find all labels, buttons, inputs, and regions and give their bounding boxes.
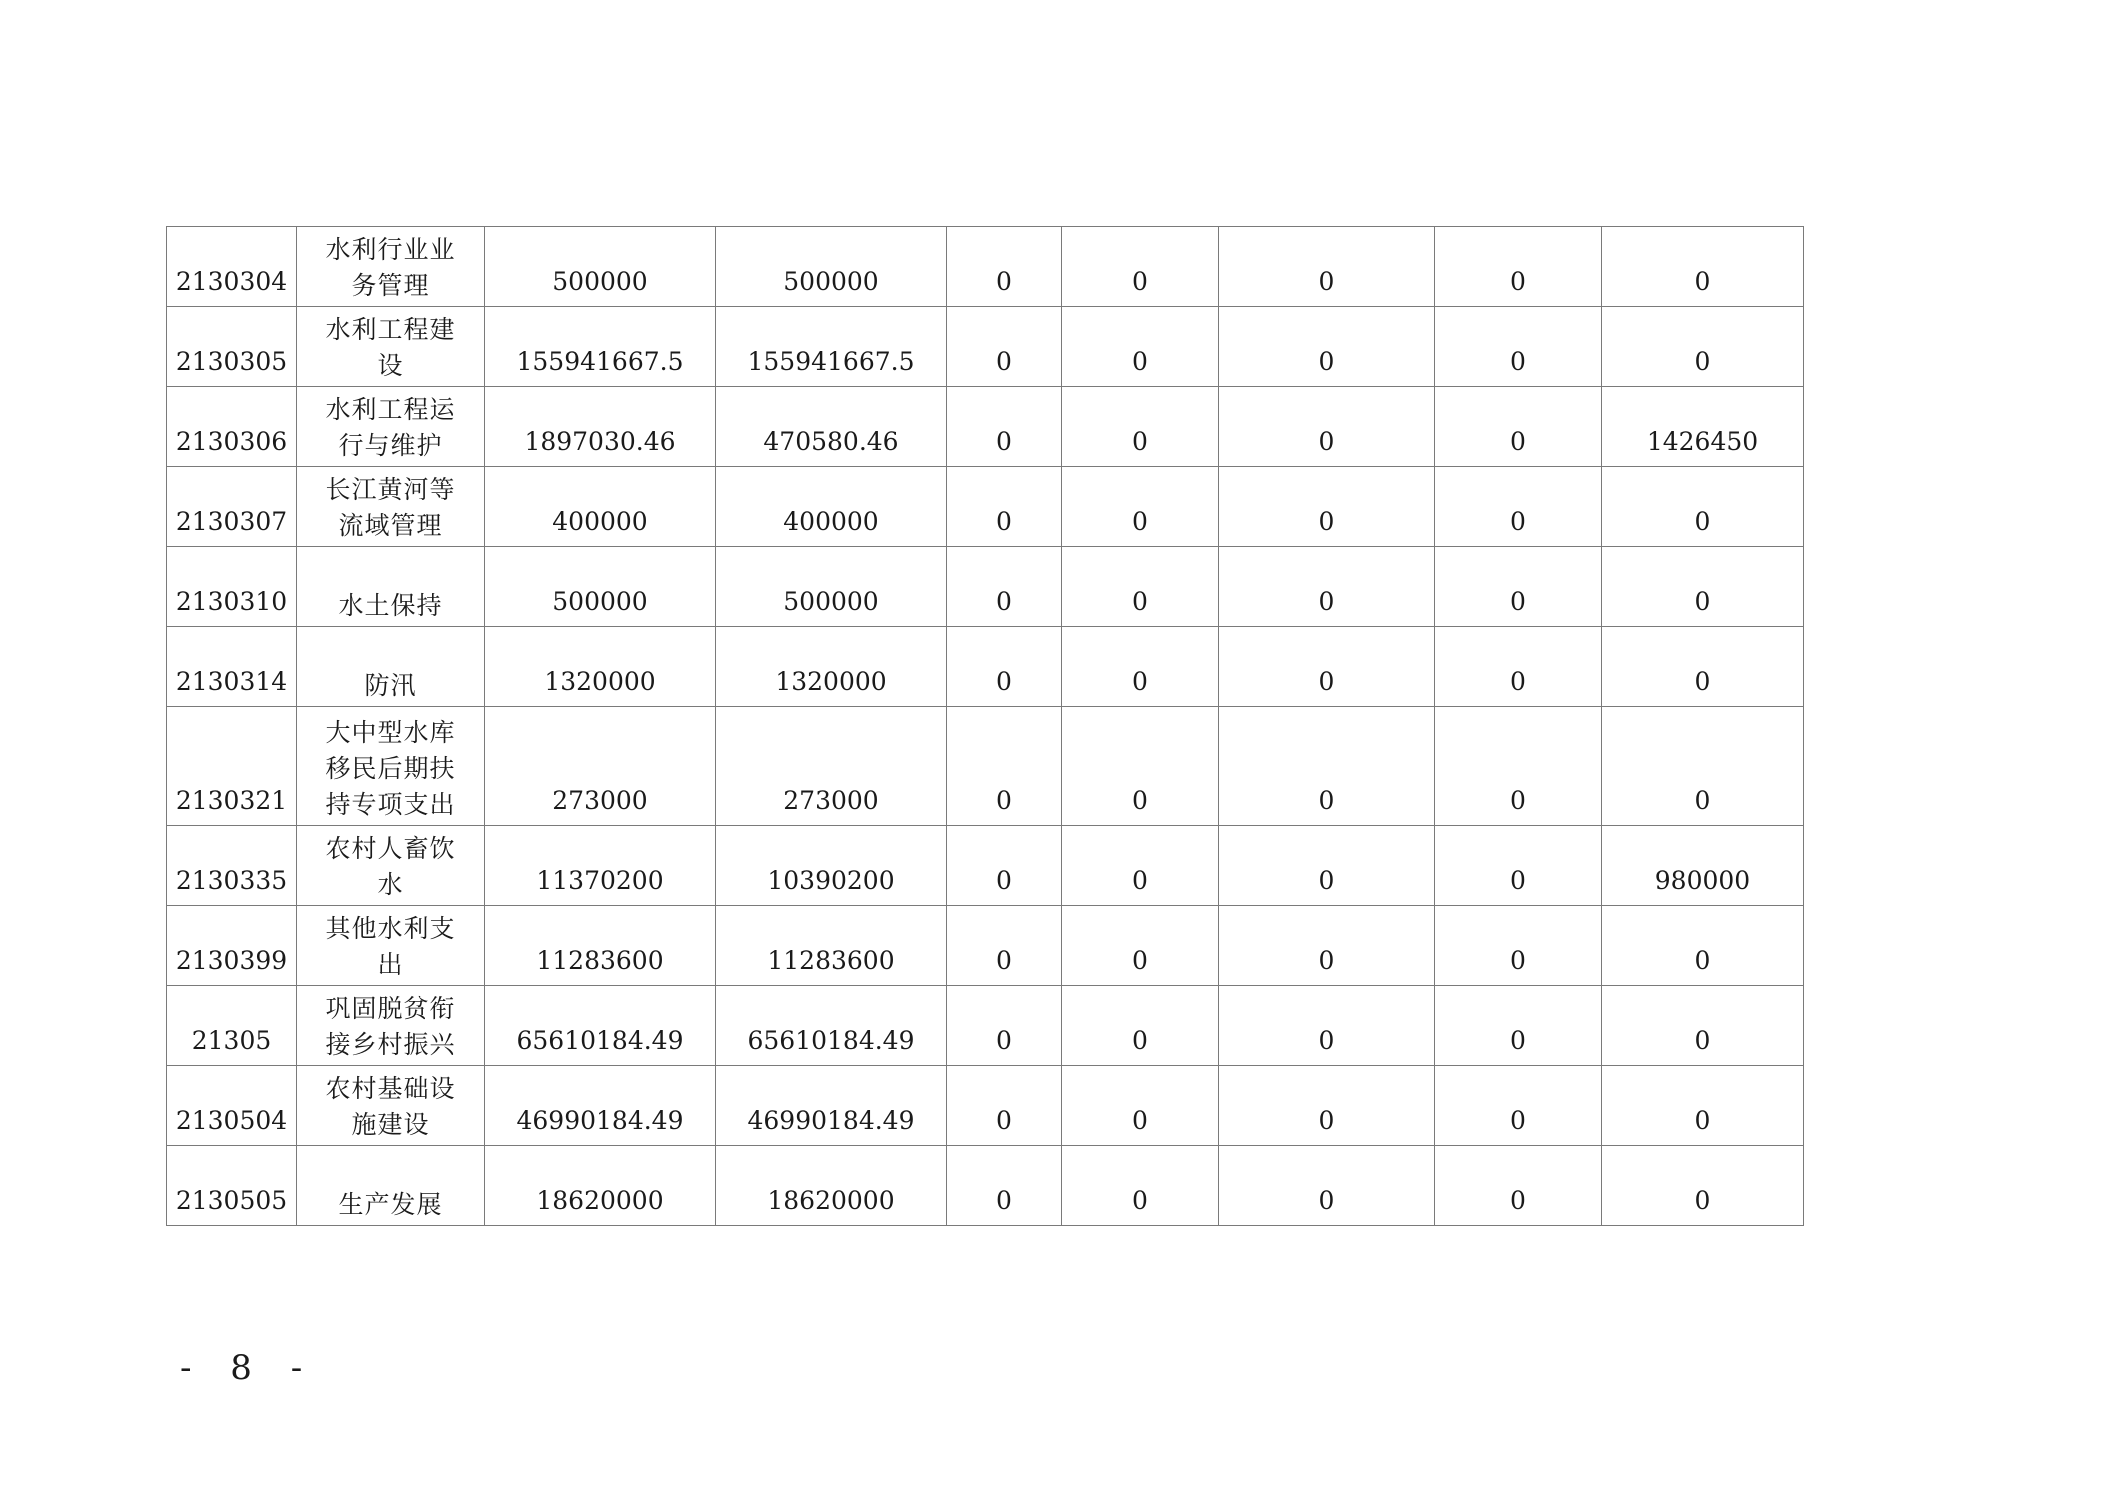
- table-row: [167, 387, 1804, 467]
- page-number: - 8 -: [180, 1348, 317, 1388]
- cell-amount-col6: 0: [1435, 307, 1602, 387]
- cell-amount-total: 155941667.5: [485, 307, 716, 387]
- table-row: [167, 986, 1804, 1066]
- cell-amount-col5: 0: [1219, 1066, 1435, 1146]
- table-row: [167, 906, 1804, 986]
- cell-amount-basic: 18620000: [716, 1146, 947, 1226]
- cell-amount-total: 11283600: [485, 906, 716, 986]
- cell-amount-basic: 400000: [716, 467, 947, 547]
- cell-amount-total: 1320000: [485, 627, 716, 707]
- cell-name: 长江黄河等 流域管理: [297, 467, 485, 547]
- cell-amount-basic: 10390200: [716, 826, 947, 906]
- cell-amount-col6: 0: [1435, 1066, 1602, 1146]
- cell-amount-col5: 0: [1219, 986, 1435, 1066]
- cell-amount-col7: 0: [1602, 1066, 1804, 1146]
- cell-amount-col4: 0: [1062, 227, 1219, 307]
- cell-amount-col5: 0: [1219, 387, 1435, 467]
- cell-name: 防汛: [297, 627, 485, 707]
- cell-amount-col7: 0: [1602, 467, 1804, 547]
- cell-amount-col4: 0: [1062, 1146, 1219, 1226]
- cell-name: 巩固脱贫衔 接乡村振兴: [297, 986, 485, 1066]
- cell-amount-col3: 0: [947, 826, 1062, 906]
- cell-amount-col5: 0: [1219, 1146, 1435, 1226]
- cell-code: 2130504: [167, 1066, 297, 1146]
- cell-amount-col6: 0: [1435, 1146, 1602, 1226]
- table-row: [167, 707, 1804, 826]
- cell-amount-col7: 0: [1602, 227, 1804, 307]
- cell-amount-col6: 0: [1435, 627, 1602, 707]
- cell-code: 2130307: [167, 467, 297, 547]
- cell-amount-col4: 0: [1062, 986, 1219, 1066]
- cell-amount-col6: 0: [1435, 906, 1602, 986]
- cell-amount-col3: 0: [947, 1066, 1062, 1146]
- cell-amount-basic: 11283600: [716, 906, 947, 986]
- cell-name: 农村人畜饮 水: [297, 826, 485, 906]
- cell-code: 2130399: [167, 906, 297, 986]
- cell-amount-col7: 0: [1602, 627, 1804, 707]
- cell-amount-col4: 0: [1062, 1066, 1219, 1146]
- cell-amount-total: 500000: [485, 227, 716, 307]
- cell-amount-col6: 0: [1435, 707, 1602, 826]
- cell-amount-total: 273000: [485, 707, 716, 826]
- cell-amount-col3: 0: [947, 707, 1062, 826]
- table-row: [167, 627, 1804, 707]
- cell-amount-col5: 0: [1219, 227, 1435, 307]
- cell-amount-col7: 1426450: [1602, 387, 1804, 467]
- cell-code: 2130304: [167, 227, 297, 307]
- cell-name: 水利工程运 行与维护: [297, 387, 485, 467]
- cell-name: 水利工程建 设: [297, 307, 485, 387]
- cell-amount-col5: 0: [1219, 547, 1435, 627]
- cell-amount-col4: 0: [1062, 707, 1219, 826]
- cell-amount-total: 18620000: [485, 1146, 716, 1226]
- cell-amount-col6: 0: [1435, 547, 1602, 627]
- cell-amount-col6: 0: [1435, 227, 1602, 307]
- cell-code: 21305: [167, 986, 297, 1066]
- cell-amount-basic: 155941667.5: [716, 307, 947, 387]
- cell-amount-col7: 0: [1602, 1146, 1804, 1226]
- cell-amount-col5: 0: [1219, 826, 1435, 906]
- table-row: [167, 1146, 1804, 1226]
- cell-amount-col7: 0: [1602, 986, 1804, 1066]
- table-row: [167, 547, 1804, 627]
- table-row: [167, 1066, 1804, 1146]
- cell-amount-col4: 0: [1062, 467, 1219, 547]
- cell-amount-total: 46990184.49: [485, 1066, 716, 1146]
- cell-amount-col6: 0: [1435, 986, 1602, 1066]
- cell-name: 其他水利支 出: [297, 906, 485, 986]
- cell-amount-col7: 0: [1602, 906, 1804, 986]
- cell-amount-basic: 46990184.49: [716, 1066, 947, 1146]
- cell-amount-basic: 470580.46: [716, 387, 947, 467]
- cell-amount-col7: 980000: [1602, 826, 1804, 906]
- cell-name: 生产发展: [297, 1146, 485, 1226]
- cell-amount-col3: 0: [947, 1146, 1062, 1226]
- cell-amount-col3: 0: [947, 307, 1062, 387]
- cell-amount-col4: 0: [1062, 307, 1219, 387]
- table-row: [167, 307, 1804, 387]
- cell-amount-basic: 1320000: [716, 627, 947, 707]
- cell-amount-col3: 0: [947, 627, 1062, 707]
- cell-amount-total: 400000: [485, 467, 716, 547]
- cell-amount-basic: 500000: [716, 227, 947, 307]
- table-body: [167, 227, 1804, 1226]
- cell-name: 农村基础设 施建设: [297, 1066, 485, 1146]
- cell-amount-col4: 0: [1062, 387, 1219, 467]
- budget-table: [166, 226, 1804, 1226]
- cell-amount-col3: 0: [947, 986, 1062, 1066]
- cell-amount-col5: 0: [1219, 467, 1435, 547]
- cell-amount-col4: 0: [1062, 906, 1219, 986]
- cell-amount-col7: 0: [1602, 707, 1804, 826]
- cell-amount-basic: 273000: [716, 707, 947, 826]
- cell-amount-col4: 0: [1062, 826, 1219, 906]
- cell-amount-col7: 0: [1602, 547, 1804, 627]
- cell-amount-col5: 0: [1219, 627, 1435, 707]
- cell-code: 2130314: [167, 627, 297, 707]
- cell-name: 水利行业业 务管理: [297, 227, 485, 307]
- cell-code: 2130305: [167, 307, 297, 387]
- cell-code: 2130321: [167, 707, 297, 826]
- cell-amount-col3: 0: [947, 387, 1062, 467]
- cell-amount-basic: 65610184.49: [716, 986, 947, 1066]
- cell-amount-col3: 0: [947, 467, 1062, 547]
- cell-amount-col6: 0: [1435, 387, 1602, 467]
- cell-amount-col4: 0: [1062, 627, 1219, 707]
- cell-amount-col4: 0: [1062, 547, 1219, 627]
- table-row: [167, 467, 1804, 547]
- cell-code: 2130306: [167, 387, 297, 467]
- cell-amount-total: 1897030.46: [485, 387, 716, 467]
- cell-code: 2130505: [167, 1146, 297, 1226]
- cell-amount-col6: 0: [1435, 826, 1602, 906]
- cell-amount-col5: 0: [1219, 307, 1435, 387]
- cell-amount-col3: 0: [947, 547, 1062, 627]
- table-row: [167, 826, 1804, 906]
- cell-amount-total: 11370200: [485, 826, 716, 906]
- cell-name: 大中型水库 移民后期扶 持专项支出: [297, 707, 485, 826]
- cell-amount-col7: 0: [1602, 307, 1804, 387]
- cell-amount-col5: 0: [1219, 906, 1435, 986]
- cell-amount-col6: 0: [1435, 467, 1602, 547]
- cell-amount-col5: 0: [1219, 707, 1435, 826]
- cell-amount-basic: 500000: [716, 547, 947, 627]
- cell-amount-col3: 0: [947, 227, 1062, 307]
- cell-code: 2130335: [167, 826, 297, 906]
- cell-amount-col3: 0: [947, 906, 1062, 986]
- cell-amount-total: 500000: [485, 547, 716, 627]
- cell-code: 2130310: [167, 547, 297, 627]
- cell-name: 水土保持: [297, 547, 485, 627]
- table-row: [167, 227, 1804, 307]
- cell-amount-total: 65610184.49: [485, 986, 716, 1066]
